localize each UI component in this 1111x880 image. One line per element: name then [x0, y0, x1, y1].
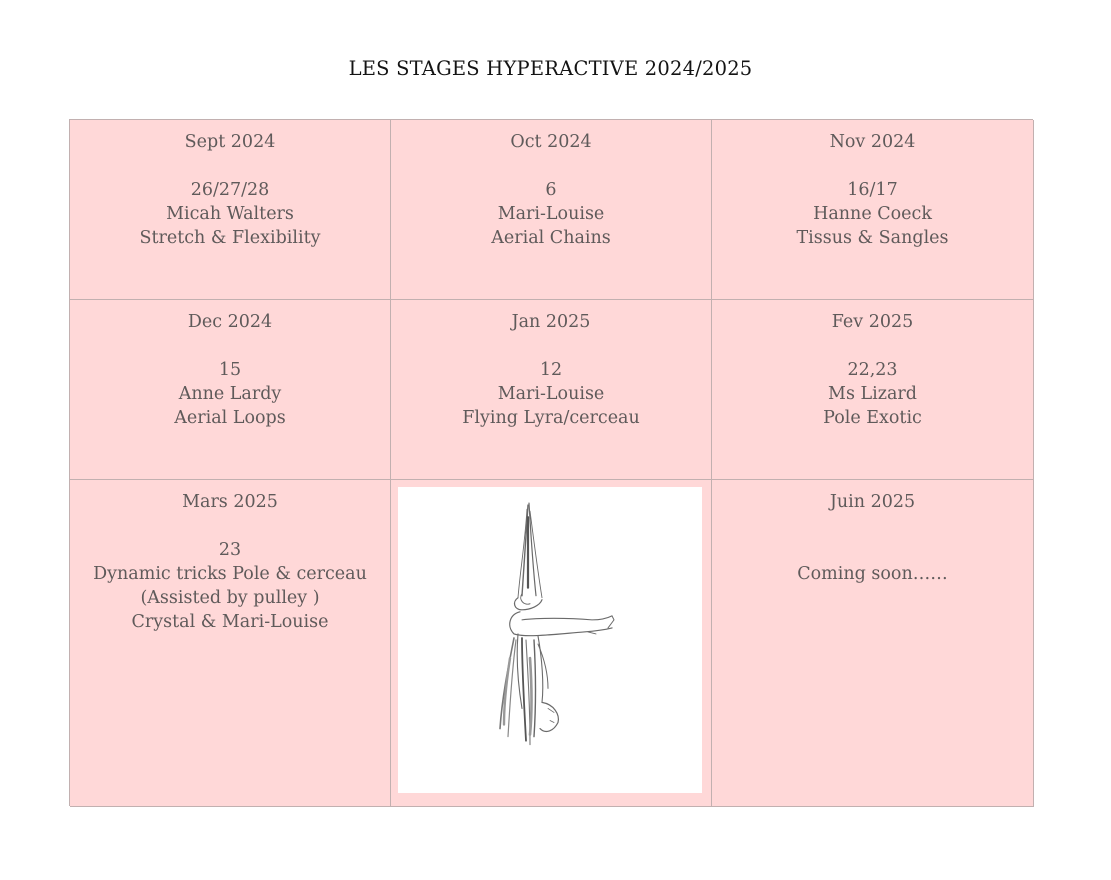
cell-date: 23 — [218, 540, 242, 560]
schedule-cell-sept-2024 — [70, 120, 391, 300]
cell-workshop: Flying Lyra/cerceau — [462, 408, 640, 428]
cell-month: Mars 2025 — [182, 492, 278, 512]
cell-date: 26/27/28 — [190, 180, 270, 200]
schedule-cell-juin-2025 — [712, 480, 1034, 807]
cell-month: Juin 2025 — [829, 492, 916, 512]
schedule-cell-nov-2024 — [712, 120, 1034, 300]
cell-instructor: Mari-Louise — [497, 384, 605, 404]
cell-month: Nov 2024 — [829, 132, 916, 152]
cell-month: Dec 2024 — [187, 312, 273, 332]
cell-workshop: Aerial Chains — [491, 228, 611, 248]
page-title: LES STAGES HYPERACTIVE 2024/2025 — [348, 57, 753, 80]
cell-date: 12 — [539, 360, 563, 380]
cell-instructor: Anne Lardy — [178, 384, 282, 404]
cell-instructor: Hanne Coeck — [813, 204, 932, 224]
cell-month: Jan 2025 — [511, 312, 591, 332]
schedule-cell-oct-2024 — [391, 120, 712, 300]
cell-workshop: Aerial Loops — [174, 408, 286, 428]
cell-date: 22,23 — [847, 360, 898, 380]
cell-month: Fev 2025 — [831, 312, 914, 332]
cell-date: 16/17 — [847, 180, 898, 200]
cell-instructor: Mari-Louise — [497, 204, 605, 224]
cell-instructor: Crystal & Mari-Louise — [131, 612, 329, 632]
cell-workshop: Tissus & Sangles — [796, 228, 949, 248]
cell-instructor: Ms Lizard — [828, 384, 917, 404]
cell-month: Oct 2024 — [510, 132, 592, 152]
cell-note: (Assisted by pulley ) — [140, 588, 320, 608]
cell-workshop: Pole Exotic — [823, 408, 922, 428]
cell-month: Sept 2024 — [184, 132, 276, 152]
cell-date: 15 — [218, 360, 242, 380]
schedule-table — [69, 119, 1033, 806]
schedule-cell-jan-2025 — [391, 300, 712, 480]
schedule-cell-dec-2024 — [70, 300, 391, 480]
schedule-cell-fev-2025 — [712, 300, 1034, 480]
cell-date: 6 — [545, 180, 557, 200]
cell-instructor: Micah Walters — [166, 204, 294, 224]
cell-workshop: Dynamic tricks Pole & cerceau — [93, 564, 367, 584]
illustration-cell — [391, 480, 712, 807]
aerial-silks-sketch-icon — [398, 487, 702, 793]
cell-workshop: Stretch & Flexibility — [139, 228, 321, 248]
schedule-cell-mars-2025 — [70, 480, 391, 807]
cell-status: Coming soon…… — [797, 564, 948, 584]
